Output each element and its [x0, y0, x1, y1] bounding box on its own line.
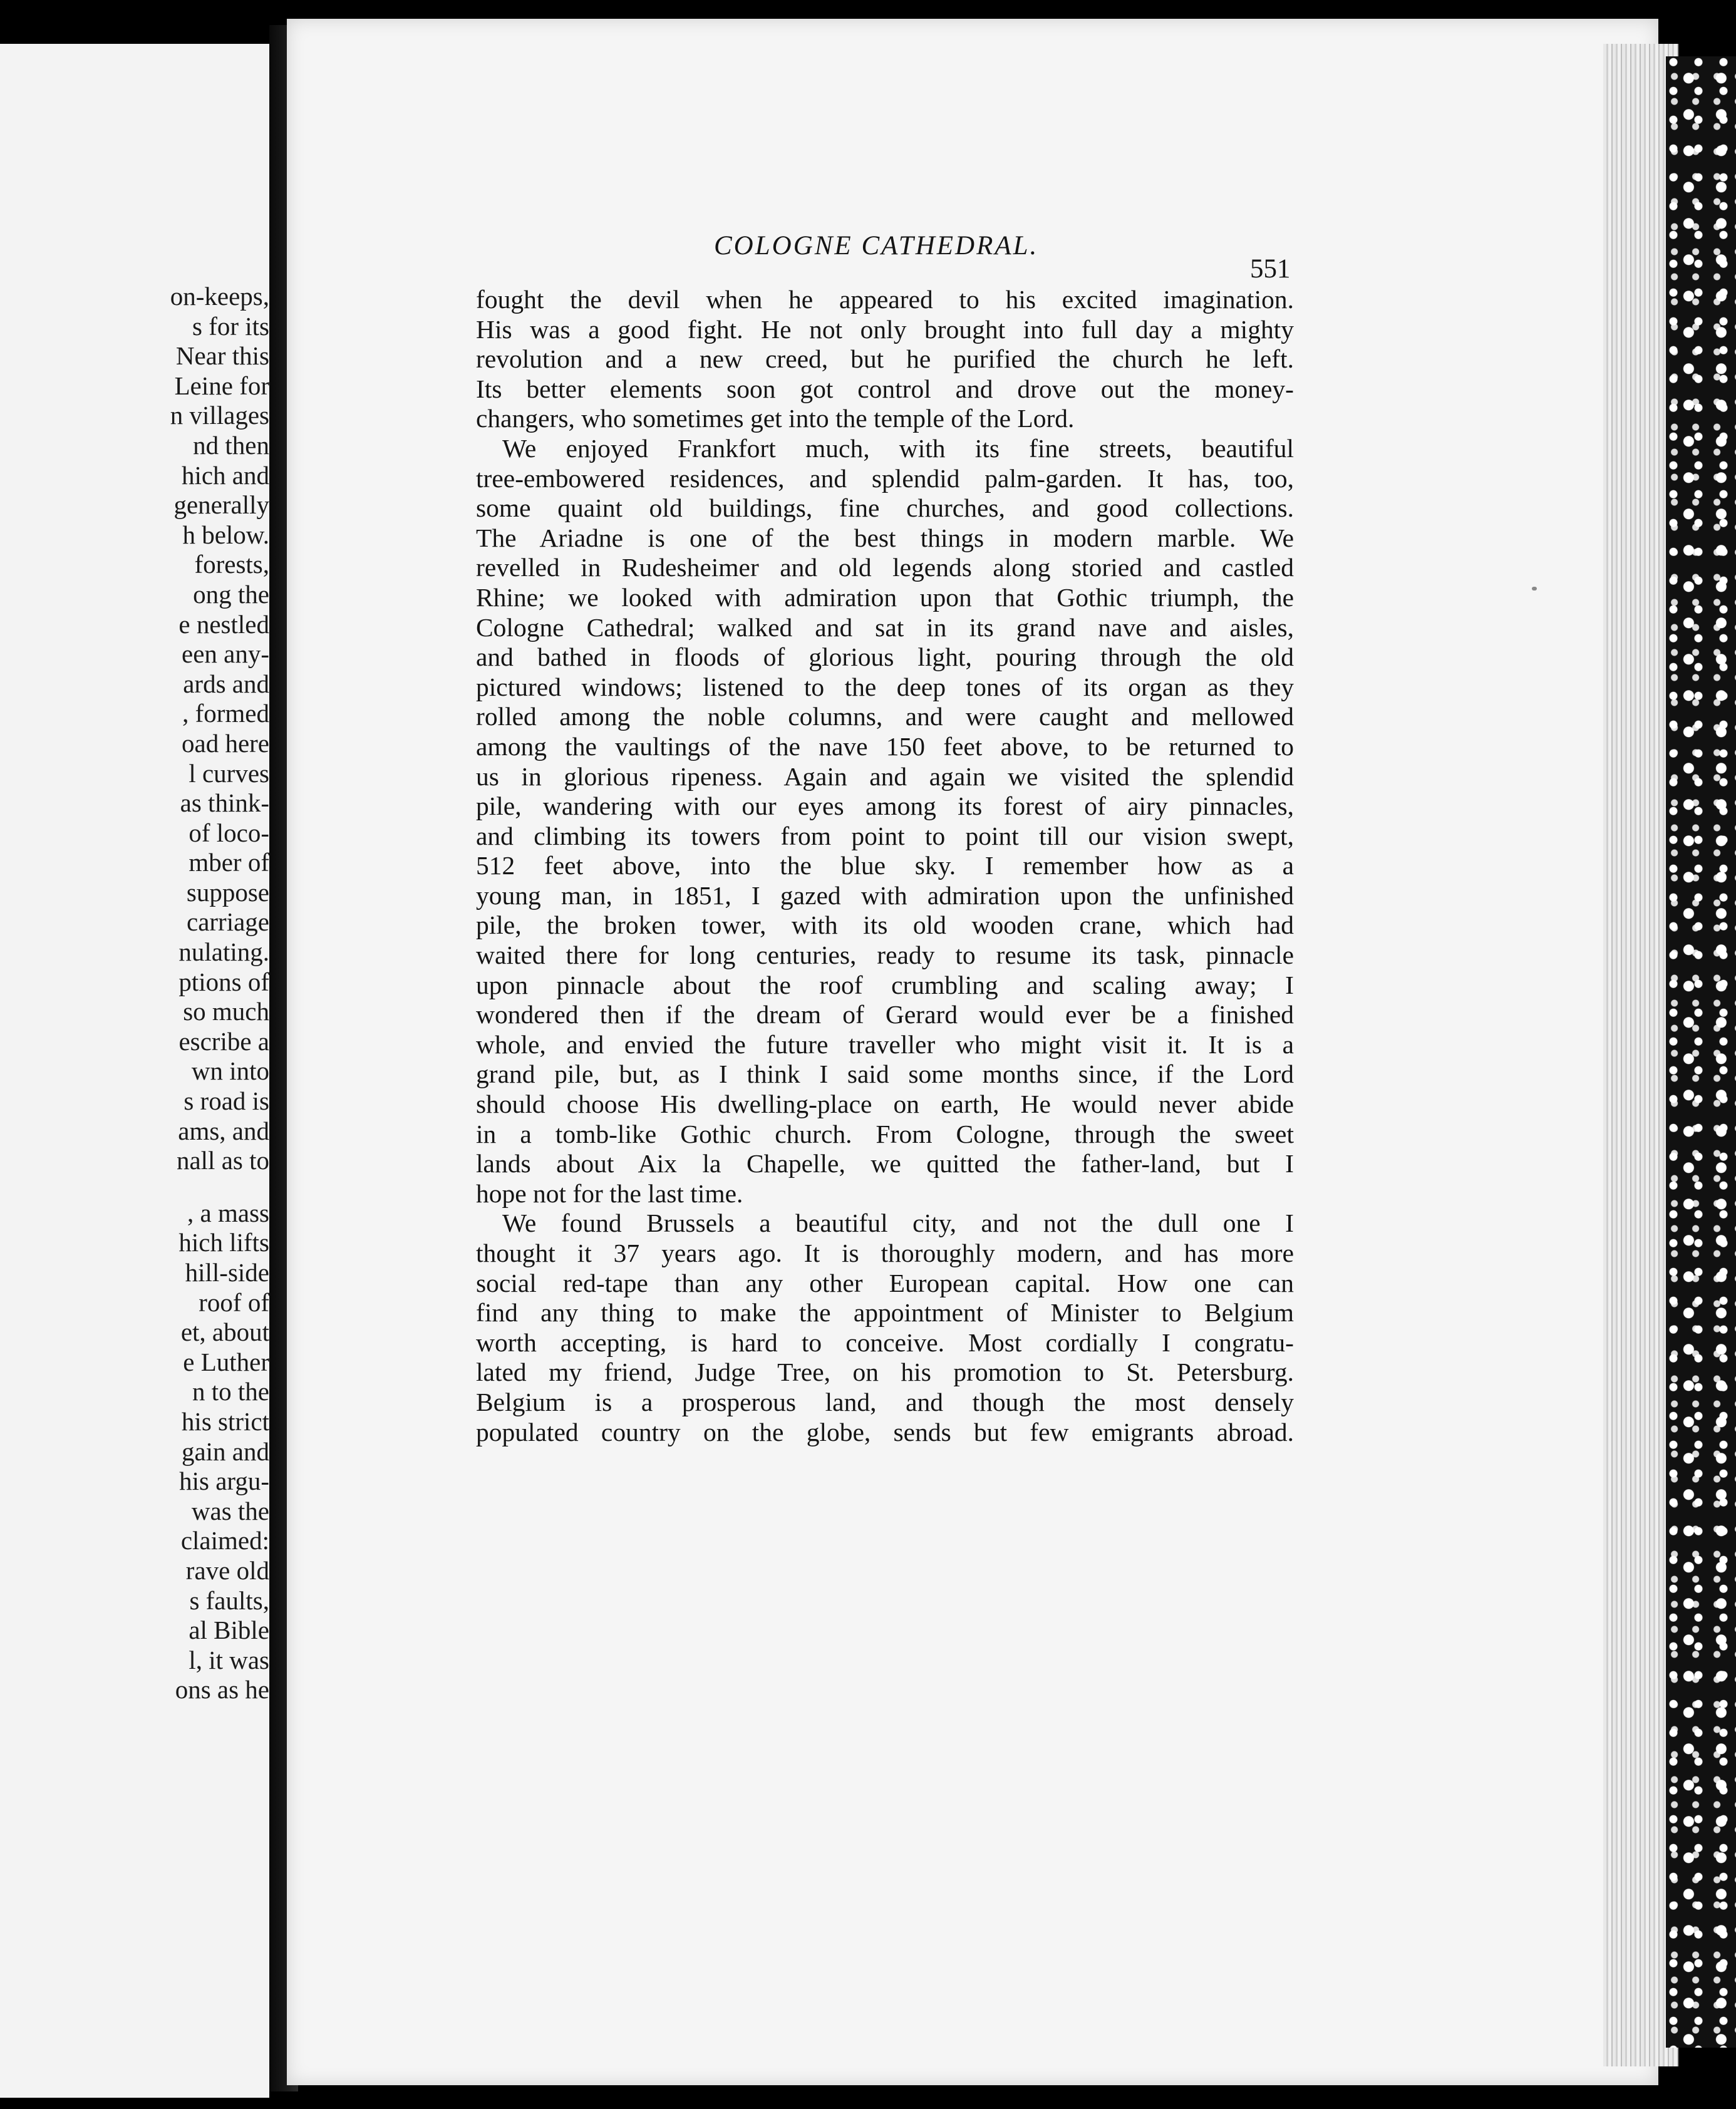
previous-page-line: ards and — [183, 669, 269, 698]
body-line: changers, who sometimes get into the temple of the Lord. — [476, 404, 1075, 433]
previous-page-line: roof of — [199, 1287, 269, 1317]
previous-page-line: mber of — [189, 848, 269, 877]
previous-page-line: n to the — [192, 1377, 269, 1406]
body-line: wondered then if the dream of Gerard would ever be a finished — [476, 1000, 1294, 1029]
previous-page-line: , a mass — [187, 1198, 269, 1227]
body-line: grand pile, but, as I think I said some months since, if the Lord — [476, 1060, 1294, 1089]
previous-page-line: forests, — [194, 550, 269, 579]
previous-page-line: Near this — [175, 341, 269, 371]
body-line: His was a good fight. He not only brought into full day a mighty — [476, 314, 1294, 344]
body-line: among the vaultings of the nave 150 feet above, to be returned to — [476, 731, 1294, 761]
previous-page-line: suppose — [186, 877, 269, 907]
body-line: find any thing to make the appointment of Minister to Belgium — [476, 1298, 1294, 1328]
previous-page-line: nulating. — [178, 937, 269, 967]
previous-page-line: nall as to — [176, 1146, 269, 1175]
previous-page-line: ong the — [193, 579, 269, 609]
body-line: rolled among the noble columns, and were caught and mellowed — [476, 702, 1294, 731]
body-line: The Ariadne is one of the best things in modern marble. We — [476, 523, 1294, 552]
body-line: lands about Aix la Chapelle, we quitted the father-land, but I — [476, 1149, 1294, 1178]
previous-page-line: wn into — [191, 1056, 269, 1086]
previous-page-line: as think- — [180, 788, 269, 818]
body-line: and climbing its towers from point to point till our vision swept, — [476, 821, 1294, 850]
body-line: worth accepting, is hard to conceive. Most cordially I congratu- — [476, 1328, 1294, 1357]
previous-page-line: s for its — [192, 311, 269, 341]
paper-speck — [1532, 587, 1537, 590]
previous-page-line: claimed: — [180, 1526, 269, 1555]
body-line: 512 feet above, into the blue sky. I remember how as a — [476, 851, 1294, 880]
body-line: young man, in 1851, I gazed with admiration upon the unfinished — [476, 880, 1294, 910]
body-line: should choose His dwelling-place on earth, He would never abide — [476, 1090, 1294, 1119]
body-line: revolution and a new creed, but he purified the church he left. — [476, 344, 1294, 374]
previous-page-line: on-keeps, — [170, 282, 269, 311]
previous-page-line: oad here — [182, 728, 269, 758]
previous-page-line — [0, 1176, 269, 1199]
body-line: upon pinnacle about the roof crumbling and scaling away; I — [476, 970, 1294, 999]
previous-page-line: escribe a — [178, 1026, 269, 1056]
previous-page-line: his strict — [181, 1406, 269, 1436]
previous-page-line: ams, and — [178, 1116, 269, 1145]
body-line: Belgium is a prosperous land, and though the most densely — [476, 1387, 1294, 1416]
previous-page-line: carriage — [187, 907, 269, 937]
previous-page-line: rave old — [185, 1555, 269, 1585]
previous-page — [0, 44, 269, 2098]
previous-page-line: generally — [173, 490, 269, 520]
body-line: We enjoyed Frankfort much, with its fine streets, beautiful — [502, 433, 1294, 463]
body-line: whole, and envied the future traveller who might visit it. It is a — [476, 1029, 1294, 1059]
previous-page-line: hill-side — [185, 1258, 269, 1287]
previous-page-line: s faults, — [189, 1586, 269, 1615]
body-line: and bathed in floods of glorious light, pouring through the old — [476, 642, 1294, 672]
body-line: Its better elements soon got control and drove out the money- — [476, 374, 1294, 403]
previous-page-line: l, it was — [189, 1645, 269, 1674]
previous-page-line: n villages — [170, 401, 269, 430]
previous-page-line: hich lifts — [178, 1228, 269, 1257]
previous-page-line: e Luther — [183, 1347, 269, 1376]
previous-page-line: e nestled — [178, 609, 269, 639]
body-line: waited there for long centuries, ready to resume its task, pinnacle — [476, 941, 1294, 970]
page-number: 551 — [1250, 254, 1291, 284]
body-line: tree-embowered residences, and splendid palm-garden. It has, too, — [476, 463, 1294, 493]
previous-page-line: l curves — [189, 758, 269, 788]
previous-page-line: et, about — [180, 1317, 269, 1347]
body-line: in a tomb-like Gothic church. From Cologne, through the sweet — [476, 1119, 1294, 1148]
previous-page-line: een any- — [182, 639, 269, 669]
body-line: pile, wandering with our eyes among its forest of airy pinnacles, — [476, 792, 1294, 821]
body-text — [476, 285, 1294, 1447]
previous-page-line: Leine for — [174, 371, 269, 400]
body-line: hope not for the last time. — [476, 1178, 743, 1208]
marbled-edge — [1666, 56, 1736, 2048]
body-line: populated country on the globe, sends but few emigrants abroad. — [476, 1417, 1294, 1446]
previous-page-line: al Bible — [189, 1616, 269, 1645]
body-line: some quaint old buildings, fine churches, and good collections. — [476, 493, 1294, 523]
running-head: COLOGNE CATHEDRAL. — [714, 231, 1039, 260]
previous-page-line: ptions of — [178, 967, 269, 996]
previous-page-line: h below. — [182, 520, 269, 549]
body-line: revelled in Rudesheimer and old legends along storied and castled — [476, 553, 1294, 582]
previous-page-line: , formed — [182, 699, 269, 728]
previous-page-line: nd then — [193, 430, 269, 460]
previous-page-line: his argu- — [179, 1467, 269, 1496]
previous-page-line: so much — [183, 997, 269, 1026]
previous-page-line: gain and — [181, 1436, 269, 1466]
previous-page-line: was the — [191, 1496, 269, 1525]
previous-page-line: hich and — [181, 460, 269, 490]
previous-page-text — [0, 282, 269, 1705]
previous-page-line: s road is — [183, 1086, 269, 1116]
body-line: thought it 37 years ago. It is thoroughly modern, and has more — [476, 1239, 1294, 1267]
body-line: pictured windows; listened to the deep tones of its organ as they — [476, 672, 1294, 701]
body-line: Rhine; we looked with admiration upon that Gothic triumph, the — [476, 582, 1294, 612]
body-line: social red-tape than any other European capital. How one can — [476, 1268, 1294, 1297]
body-line: We found Brussels a beautiful city, and not the dull one I — [502, 1209, 1294, 1238]
body-line: Cologne Cathedral; walked and sat in its grand nave and aisles, — [476, 612, 1294, 642]
body-line: pile, the broken tower, with its old wooden crane, which had — [476, 910, 1294, 940]
previous-page-line: ons as he — [175, 1675, 269, 1704]
previous-page-line: of loco- — [189, 818, 269, 847]
body-line: us in glorious ripeness. Again and again we visited the splendid — [476, 761, 1294, 791]
body-line: lated my friend, Judge Tree, on his promotion to St. Petersburg. — [476, 1358, 1294, 1387]
body-line: fought the devil when he appeared to his excited imagination. — [476, 285, 1294, 314]
